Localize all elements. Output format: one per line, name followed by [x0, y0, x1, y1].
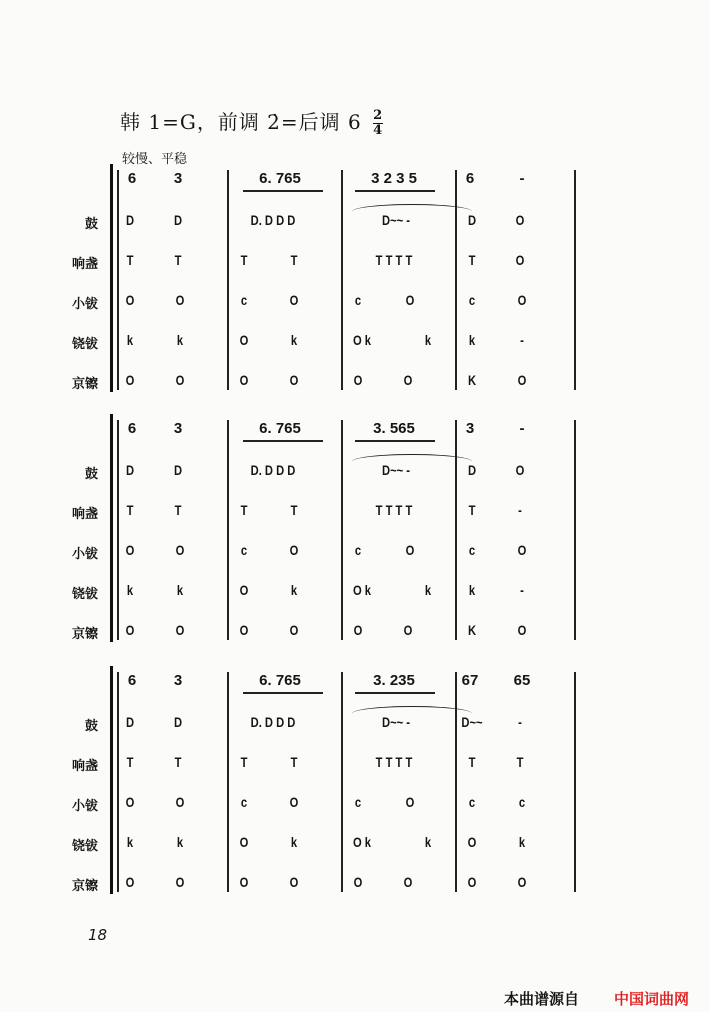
- percussion-stroke: k: [176, 332, 184, 348]
- percussion-stroke: k: [126, 834, 134, 850]
- percussion-stroke: T: [290, 502, 298, 518]
- percussion-stroke: T: [240, 754, 248, 770]
- tie-slur: [352, 706, 472, 721]
- instrument-label: 京镲: [71, 879, 98, 894]
- percussion-stroke: O: [353, 372, 363, 388]
- percussion-stroke: T: [468, 252, 476, 268]
- beam-underline: [355, 190, 435, 192]
- percussion-stroke: O: [175, 542, 185, 558]
- percussion-stroke: k: [518, 834, 526, 850]
- percussion-stroke: O: [467, 874, 477, 890]
- instrument-label: 铙钹: [71, 587, 98, 602]
- barline: [117, 170, 119, 390]
- percussion-stroke: k: [290, 582, 298, 598]
- instrument-label: 京镲: [71, 627, 98, 642]
- percussion-stroke: T: [468, 754, 476, 770]
- barline: [227, 672, 229, 892]
- instrument-label: 小钹: [71, 547, 98, 562]
- melody-note: -: [519, 420, 525, 437]
- melody-note: 6: [127, 672, 137, 689]
- barline: [341, 170, 343, 390]
- percussion-stroke: O: [239, 372, 249, 388]
- percussion-stroke: D: [125, 714, 135, 730]
- percussion-stroke: O: [175, 372, 185, 388]
- percussion-stroke: k: [176, 834, 184, 850]
- percussion-stroke: T: [290, 252, 298, 268]
- percussion-stroke: K: [467, 622, 477, 638]
- barline: [574, 170, 576, 390]
- percussion-stroke: T: [126, 502, 134, 518]
- percussion-stroke: c: [468, 794, 476, 810]
- melody-note: 3 2 3 5: [371, 170, 417, 187]
- percussion-stroke: O: [515, 212, 525, 228]
- percussion-stroke: O k: [352, 834, 372, 850]
- instrument-label: 响盏: [71, 759, 98, 774]
- percussion-stroke: O: [403, 874, 413, 890]
- melody-note: 65: [513, 672, 531, 689]
- percussion-stroke: O: [175, 794, 185, 810]
- percussion-stroke: D: [125, 462, 135, 478]
- percussion-stroke: O: [125, 874, 135, 890]
- percussion-stroke: O: [517, 874, 527, 890]
- percussion-stroke: O: [353, 874, 363, 890]
- percussion-stroke: k: [424, 332, 432, 348]
- percussion-stroke: -: [518, 502, 522, 518]
- percussion-stroke: O: [289, 292, 299, 308]
- percussion-stroke: O: [515, 462, 525, 478]
- system-brace: [110, 414, 113, 642]
- beam-underline: [355, 692, 435, 694]
- percussion-stroke: c: [468, 542, 476, 558]
- percussion-stroke: D. D D D: [250, 212, 296, 228]
- melody-note: 6. 765: [259, 420, 301, 437]
- instrument-label: 京镲: [71, 377, 98, 392]
- beam-underline: [243, 440, 323, 442]
- instrument-label: 鼓: [84, 217, 98, 232]
- percussion-stroke: T: [126, 252, 134, 268]
- percussion-stroke: D: [173, 462, 183, 478]
- percussion-stroke: -: [518, 714, 522, 730]
- percussion-stroke: O: [125, 622, 135, 638]
- melody-note: 3: [465, 420, 475, 437]
- percussion-stroke: T: [240, 502, 248, 518]
- percussion-stroke: k: [468, 332, 476, 348]
- barline: [574, 420, 576, 640]
- percussion-stroke: k: [290, 332, 298, 348]
- melody-note: 3: [173, 420, 183, 437]
- percussion-stroke: T: [516, 754, 524, 770]
- percussion-stroke: O: [405, 292, 415, 308]
- percussion-stroke: T: [468, 502, 476, 518]
- melody-note: 3. 565: [373, 420, 415, 437]
- instrument-label: 响盏: [71, 507, 98, 522]
- source-credit: 本曲谱源自: [504, 990, 580, 1008]
- percussion-stroke: O: [289, 794, 299, 810]
- percussion-stroke: -: [520, 332, 524, 348]
- percussion-stroke: T: [290, 754, 298, 770]
- percussion-stroke: c: [240, 794, 248, 810]
- percussion-stroke: O: [517, 292, 527, 308]
- percussion-stroke: c: [354, 542, 362, 558]
- percussion-stroke: O: [239, 834, 249, 850]
- percussion-stroke: O: [239, 622, 249, 638]
- percussion-stroke: k: [424, 834, 432, 850]
- percussion-stroke: T: [174, 252, 182, 268]
- percussion-stroke: T T T T: [375, 502, 413, 518]
- melody-note: 6: [127, 420, 137, 437]
- beam-underline: [243, 190, 323, 192]
- percussion-stroke: D: [173, 714, 183, 730]
- percussion-stroke: D~~ -: [381, 212, 411, 228]
- percussion-stroke: O: [289, 874, 299, 890]
- percussion-stroke: T: [240, 252, 248, 268]
- percussion-stroke: k: [126, 332, 134, 348]
- tie-slur: [352, 204, 472, 219]
- barline: [574, 672, 576, 892]
- melody-note: 3. 235: [373, 672, 415, 689]
- instrument-label: 小钹: [71, 799, 98, 814]
- source-site-name: 中国词曲网: [614, 990, 690, 1008]
- percussion-stroke: D: [467, 212, 477, 228]
- percussion-stroke: c: [240, 292, 248, 308]
- percussion-stroke: O: [403, 372, 413, 388]
- percussion-stroke: D~~ -: [381, 462, 411, 478]
- percussion-stroke: T: [174, 754, 182, 770]
- barline: [227, 170, 229, 390]
- percussion-stroke: c: [518, 794, 526, 810]
- percussion-stroke: O k: [352, 332, 372, 348]
- key-title: [120, 106, 383, 138]
- percussion-stroke: O: [175, 622, 185, 638]
- percussion-stroke: O: [239, 582, 249, 598]
- percussion-stroke: O: [353, 622, 363, 638]
- melody-note: 6. 765: [259, 672, 301, 689]
- percussion-stroke: O: [125, 794, 135, 810]
- barline: [455, 420, 457, 640]
- percussion-stroke: O: [239, 874, 249, 890]
- instrument-label: 铙钹: [71, 839, 98, 854]
- barline: [227, 420, 229, 640]
- percussion-stroke: D~~: [461, 714, 483, 730]
- percussion-stroke: c: [240, 542, 248, 558]
- barline: [455, 170, 457, 390]
- barline: [455, 672, 457, 892]
- percussion-stroke: D. D D D: [250, 714, 296, 730]
- percussion-stroke: O: [239, 332, 249, 348]
- beam-underline: [355, 440, 435, 442]
- instrument-label: 铙钹: [71, 337, 98, 352]
- percussion-stroke: D: [173, 212, 183, 228]
- percussion-stroke: O: [289, 622, 299, 638]
- percussion-stroke: D: [125, 212, 135, 228]
- barline: [341, 420, 343, 640]
- page-number: 18: [88, 926, 108, 944]
- tempo-marking: 较慢、平稳: [122, 152, 188, 167]
- percussion-stroke: k: [424, 582, 432, 598]
- instrument-label: 响盏: [71, 257, 98, 272]
- percussion-stroke: k: [176, 582, 184, 598]
- percussion-stroke: O: [405, 542, 415, 558]
- percussion-stroke: O: [125, 542, 135, 558]
- percussion-stroke: O: [517, 622, 527, 638]
- melody-note: 67: [461, 672, 479, 689]
- percussion-stroke: D: [467, 462, 477, 478]
- time-signature: [373, 109, 383, 138]
- percussion-stroke: O: [515, 252, 525, 268]
- beam-underline: [243, 692, 323, 694]
- instrument-label: 鼓: [84, 719, 98, 734]
- percussion-stroke: O: [467, 834, 477, 850]
- percussion-stroke: O: [175, 874, 185, 890]
- melody-note: 3: [173, 170, 183, 187]
- percussion-stroke: K: [467, 372, 477, 388]
- percussion-stroke: O: [405, 794, 415, 810]
- percussion-stroke: O: [175, 292, 185, 308]
- key-title-text: 韩 1=G，前调 2̇=后调 6: [120, 110, 362, 134]
- percussion-stroke: c: [354, 794, 362, 810]
- percussion-stroke: T T T T: [375, 252, 413, 268]
- percussion-stroke: O: [289, 372, 299, 388]
- percussion-stroke: T: [126, 754, 134, 770]
- percussion-stroke: O: [517, 372, 527, 388]
- percussion-stroke: O: [403, 622, 413, 638]
- percussion-stroke: O: [289, 542, 299, 558]
- melody-note: 6: [127, 170, 137, 187]
- percussion-stroke: T T T T: [375, 754, 413, 770]
- melody-note: -: [519, 170, 525, 187]
- percussion-stroke: T: [174, 502, 182, 518]
- melody-note: 6: [465, 170, 475, 187]
- percussion-stroke: O: [517, 542, 527, 558]
- barline: [117, 672, 119, 892]
- tie-slur: [352, 454, 472, 469]
- percussion-stroke: c: [354, 292, 362, 308]
- melody-note: 6. 765: [259, 170, 301, 187]
- melody-note: 3: [173, 672, 183, 689]
- system-brace: [110, 164, 113, 392]
- instrument-label: 鼓: [84, 467, 98, 482]
- percussion-stroke: D. D D D: [250, 462, 296, 478]
- percussion-stroke: k: [290, 834, 298, 850]
- percussion-stroke: k: [468, 582, 476, 598]
- percussion-stroke: O: [125, 372, 135, 388]
- instrument-label: 小钹: [71, 297, 98, 312]
- barline: [341, 672, 343, 892]
- percussion-stroke: D~~ -: [381, 714, 411, 730]
- percussion-stroke: c: [468, 292, 476, 308]
- system-brace: [110, 666, 113, 894]
- barline: [117, 420, 119, 640]
- percussion-stroke: k: [126, 582, 134, 598]
- percussion-stroke: O: [125, 292, 135, 308]
- percussion-stroke: -: [520, 582, 524, 598]
- percussion-stroke: O k: [352, 582, 372, 598]
- time-signature-bottom: 4: [373, 123, 384, 138]
- time-signature-top: 2: [373, 108, 384, 123]
